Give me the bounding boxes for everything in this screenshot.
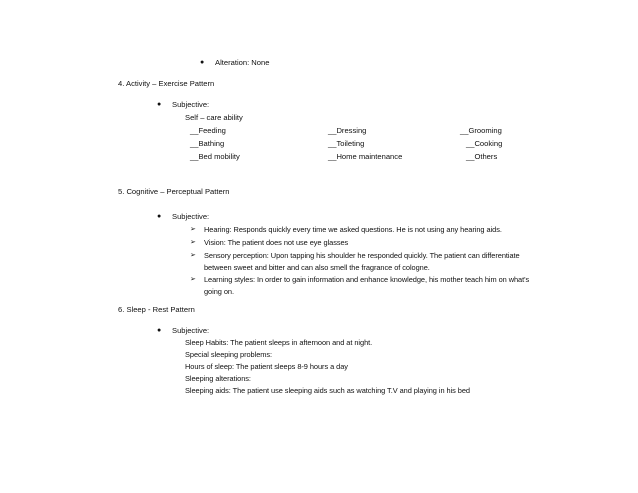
bullet-icon: ●: [157, 213, 162, 220]
sleep-habits: Sleep Habits: The patient sleeps in afternoon and at night.: [185, 338, 373, 347]
cognitive-vision: Vision: The patient does not use eye glasses: [204, 238, 349, 247]
arrow-bullet-icon: ➢: [190, 239, 196, 246]
sleep-special-problems: Special sleeping problems:: [185, 350, 273, 359]
cognitive-sensory: Sensory perception: Upon tapping his shoulder he responded quickly. The patient can differentiate: [204, 251, 520, 260]
cognitive-hearing: Hearing: Responds quickly every time we asked questions. He is not using any hearing aids.: [204, 225, 502, 234]
cognitive-learning: Learning styles: In order to gain information and enhance knowledge, his mother teach him on what's: [204, 275, 530, 284]
checklist-grooming: __Grooming: [460, 126, 502, 135]
bullet-icon: ●: [157, 101, 162, 108]
sleep-subjective-label: Subjective:: [172, 326, 210, 335]
activity-subjective-label: Subjective:: [172, 100, 210, 109]
arrow-bullet-icon: ➢: [190, 252, 196, 259]
checklist-feeding: __Feeding: [190, 126, 226, 135]
checklist-others: __Others: [466, 152, 498, 161]
alteration-text: Alteration: None: [215, 58, 270, 67]
sleep-aids: Sleeping aids: The patient use sleeping aids such as watching T.V and playing in his bed: [185, 386, 470, 395]
sleep-heading: 6. Sleep - Rest Pattern: [118, 305, 195, 314]
sleep-alterations: Sleeping alterations:: [185, 374, 251, 383]
cognitive-sensory-cont: between sweet and bitter and can also smell the fragrance of cologne.: [204, 263, 430, 272]
bullet-icon: ●: [200, 59, 205, 66]
cognitive-heading: 5. Cognitive – Perceptual Pattern: [118, 187, 230, 196]
checklist-bathing: __Bathing: [190, 139, 225, 148]
checklist-home-maintenance: __Home maintenance: [328, 152, 403, 161]
checklist-toileting: __Toileting: [328, 139, 365, 148]
arrow-bullet-icon: ➢: [190, 226, 196, 233]
checklist-bed-mobility: __Bed mobility: [190, 152, 240, 161]
cognitive-subjective-label: Subjective:: [172, 212, 210, 221]
checklist-dressing: __Dressing: [328, 126, 367, 135]
sleep-hours: Hours of sleep: The patient sleeps 8-9 hours a day: [185, 362, 348, 371]
self-care-label: Self – care ability: [185, 113, 243, 122]
bullet-icon: ●: [157, 327, 162, 334]
activity-heading: 4. Activity – Exercise Pattern: [118, 79, 215, 88]
checklist-cooking: __Cooking: [466, 139, 503, 148]
arrow-bullet-icon: ➢: [190, 276, 196, 283]
cognitive-learning-cont: going on.: [204, 287, 234, 296]
